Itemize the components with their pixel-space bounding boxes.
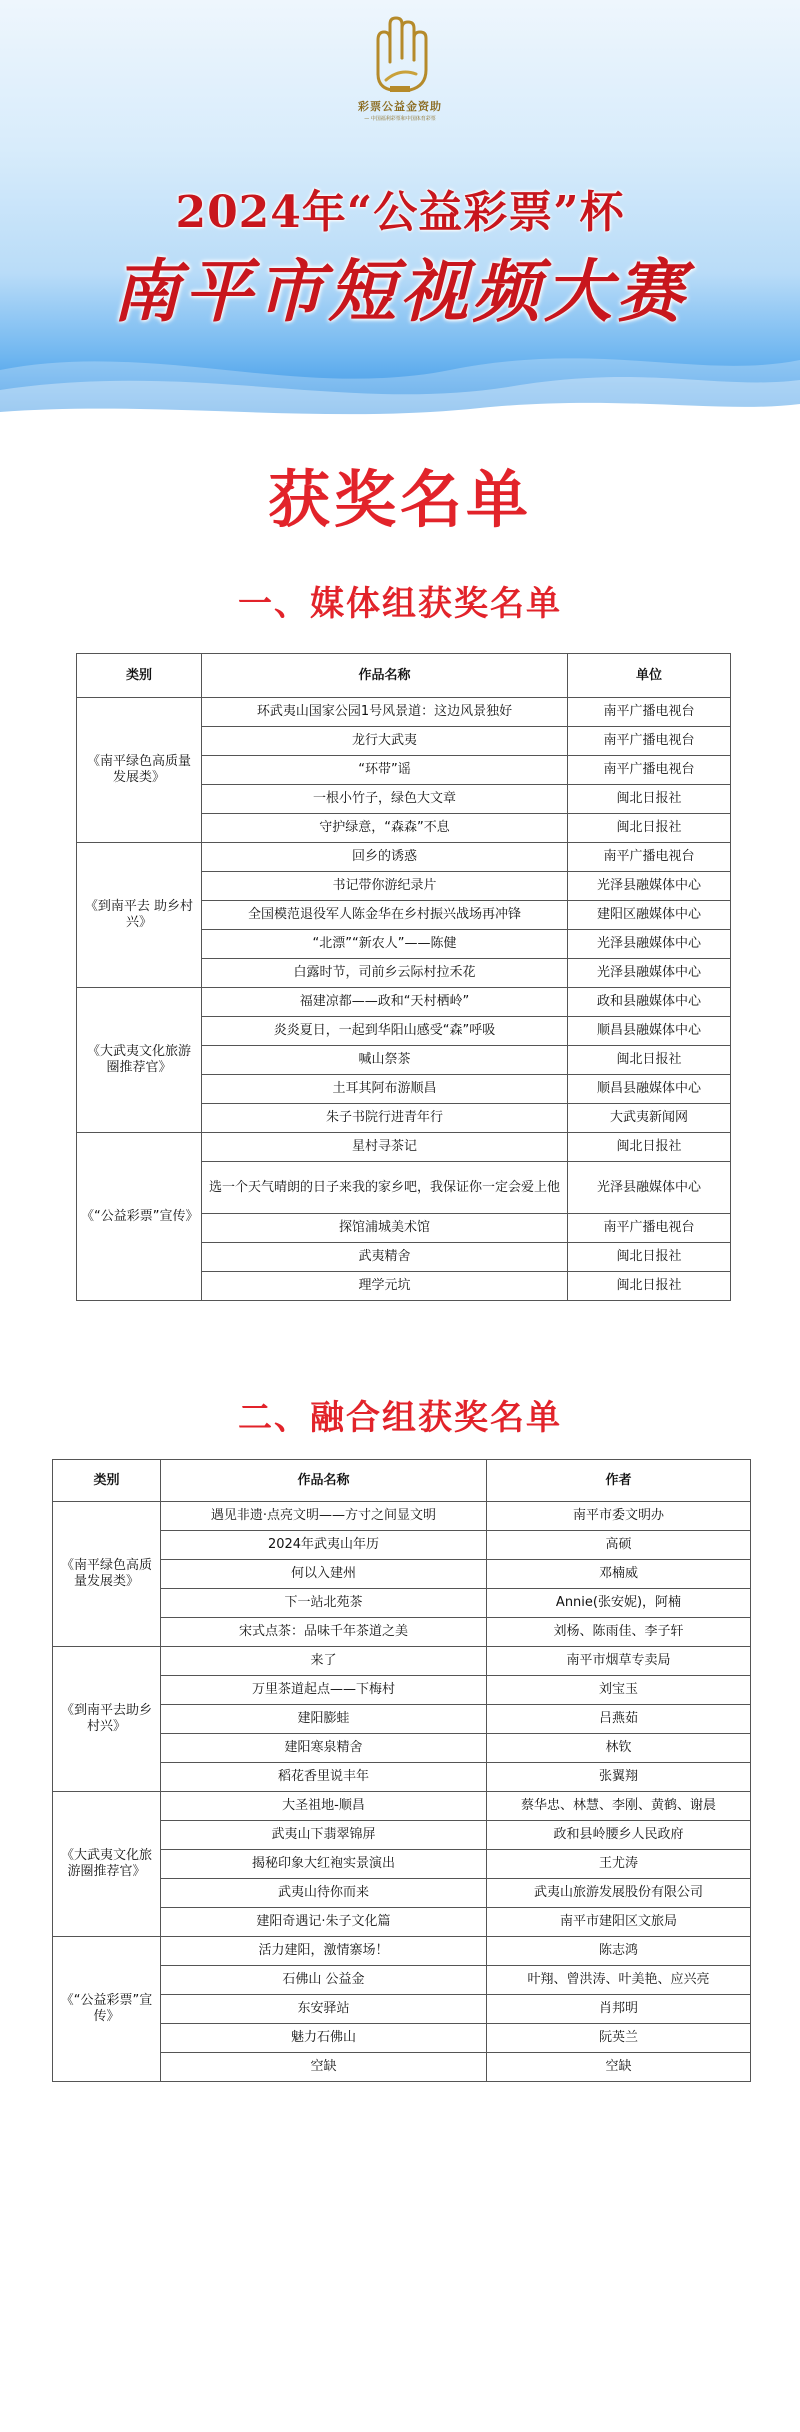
author-cell: 蔡华忠、林慧、李刚、黄鹤、谢晨 xyxy=(487,1792,751,1821)
unit-cell: 南平广播电视台 xyxy=(568,727,731,756)
work-title-cell: “环带”谣 xyxy=(202,756,568,785)
table-row xyxy=(53,1647,751,1676)
unit-cell: 光泽县融媒体中心 xyxy=(568,872,731,901)
work-title-cell: 全国模范退役军人陈金华在乡村振兴战场再冲锋 xyxy=(202,901,568,930)
work-title-cell: 活力建阳，激情寨场！ xyxy=(161,1937,487,1966)
work-title-cell: 理学元坑 xyxy=(202,1272,568,1301)
author-cell: 高硕 xyxy=(487,1531,751,1560)
work-title-cell: “北漂”“新农人”——陈健 xyxy=(202,930,568,959)
winners-heading: 获奖名单 xyxy=(267,463,532,536)
unit-cell: 光泽县融媒体中心 xyxy=(568,1162,731,1214)
work-title-cell: 空缺 xyxy=(161,2053,487,2082)
table-row xyxy=(53,1792,751,1821)
author-cell: 吕燕茹 xyxy=(487,1705,751,1734)
column-header-author: 作者 xyxy=(487,1460,751,1502)
author-cell: 肖邦明 xyxy=(487,1995,751,2024)
unit-cell: 南平广播电视台 xyxy=(568,843,731,872)
author-cell: 南平市烟草专卖局 xyxy=(487,1647,751,1676)
wave-decoration-icon xyxy=(0,330,800,420)
category-cell: 《“公益彩票”宣传》 xyxy=(77,1133,202,1301)
unit-cell: 南平广播电视台 xyxy=(568,756,731,785)
work-title-cell: 探馆浦城美术馆 xyxy=(202,1214,568,1243)
unit-cell: 闽北日报社 xyxy=(568,1243,731,1272)
banner-title-line2: 南平市短视频大赛 xyxy=(111,252,688,332)
unit-cell: 顺昌县融媒体中心 xyxy=(568,1017,731,1046)
header-banner xyxy=(0,0,800,420)
author-cell: 南平市委文明办 xyxy=(487,1502,751,1531)
work-title-cell: 炎炎夏日，一起到华阳山感受“森”呼吸 xyxy=(202,1017,568,1046)
author-cell: 武夷山旅游发展股份有限公司 xyxy=(487,1879,751,1908)
work-title-cell: 一根小竹子，绿色大文章 xyxy=(202,785,568,814)
logo-subtext: — 中国福利彩票和中国体育彩票 xyxy=(364,116,436,122)
author-cell: 叶翔、曾洪涛、叶美艳、应兴亮 xyxy=(487,1966,751,1995)
work-title-cell: 建阳寒泉精舍 xyxy=(161,1734,487,1763)
table-header-row xyxy=(77,654,731,698)
lottery-hand-logo-icon xyxy=(364,14,436,96)
author-cell: 阮英兰 xyxy=(487,2024,751,2053)
work-title-cell: 石佛山 公益金 xyxy=(161,1966,487,1995)
category-cell: 《到南平去助乡村兴》 xyxy=(53,1647,161,1792)
media-awards-table xyxy=(76,653,731,1301)
unit-cell: 闽北日报社 xyxy=(568,814,731,843)
category-cell: 《到南平去 助乡村兴》 xyxy=(77,843,202,988)
unit-cell: 大武夷新闻网 xyxy=(568,1104,731,1133)
column-header-work-title: 作品名称 xyxy=(161,1460,487,1502)
work-title-cell: 白露时节，司前乡云际村拉禾花 xyxy=(202,959,568,988)
author-cell: 邓楠威 xyxy=(487,1560,751,1589)
work-title-cell: 喊山祭茶 xyxy=(202,1046,568,1075)
table-row xyxy=(77,988,731,1017)
table-row xyxy=(53,1502,751,1531)
column-header-unit: 单位 xyxy=(568,654,731,698)
category-cell: 《大武夷文化旅游圈推荐官》 xyxy=(77,988,202,1133)
unit-cell: 光泽县融媒体中心 xyxy=(568,959,731,988)
author-cell: 刘宝玉 xyxy=(487,1676,751,1705)
table-row xyxy=(77,1133,731,1162)
column-header-category: 类别 xyxy=(77,654,202,698)
author-cell: Annie(张安妮)，阿楠 xyxy=(487,1589,751,1618)
work-title-cell: 宋式点茶：品味千年茶道之美 xyxy=(161,1618,487,1647)
work-title-cell: 土耳其阿布游顺昌 xyxy=(202,1075,568,1104)
author-cell: 张翼翔 xyxy=(487,1763,751,1792)
author-cell: 王尤涛 xyxy=(487,1850,751,1879)
unit-cell: 政和县融媒体中心 xyxy=(568,988,731,1017)
unit-cell: 建阳区融媒体中心 xyxy=(568,901,731,930)
work-title-cell: 何以入建州 xyxy=(161,1560,487,1589)
media-section-title: 一、媒体组获奖名单 xyxy=(238,584,562,624)
work-title-cell: 龙行大武夷 xyxy=(202,727,568,756)
work-title-cell: 守护绿意，“森森”不息 xyxy=(202,814,568,843)
unit-cell: 闽北日报社 xyxy=(568,785,731,814)
category-cell: 《南平绿色高质量发展类》 xyxy=(53,1502,161,1647)
lottery-logo xyxy=(350,14,450,132)
work-title-cell: 来了 xyxy=(161,1647,487,1676)
category-cell: 《南平绿色高质量发展类》 xyxy=(77,698,202,843)
logo-text: 彩票公益金资助 xyxy=(358,100,442,113)
work-title-cell: 书记带你游纪录片 xyxy=(202,872,568,901)
table-row xyxy=(77,698,731,727)
fusion-table-body xyxy=(53,1502,751,2082)
work-title-cell: 魅力石佛山 xyxy=(161,2024,487,2053)
work-title-cell: 建阳膨蛙 xyxy=(161,1705,487,1734)
work-title-cell: 选一个天气晴朗的日子来我的家乡吧，我保证你一定会爱上他 xyxy=(202,1162,568,1214)
work-title-cell: 揭秘印象大红袍实景演出 xyxy=(161,1850,487,1879)
column-header-category: 类别 xyxy=(53,1460,161,1502)
unit-cell: 光泽县融媒体中心 xyxy=(568,930,731,959)
unit-cell: 顺昌县融媒体中心 xyxy=(568,1075,731,1104)
work-title-cell: 星村寻茶记 xyxy=(202,1133,568,1162)
unit-cell: 南平广播电视台 xyxy=(568,698,731,727)
table-row xyxy=(77,843,731,872)
fusion-awards-table xyxy=(52,1459,751,2082)
work-title-cell: 武夷精舍 xyxy=(202,1243,568,1272)
work-title-cell: 稻花香里说丰年 xyxy=(161,1763,487,1792)
work-title-cell: 遇见非遗·点亮文明——方寸之间显文明 xyxy=(161,1502,487,1531)
author-cell: 陈志鸿 xyxy=(487,1937,751,1966)
work-title-cell: 东安驿站 xyxy=(161,1995,487,2024)
column-header-work-title: 作品名称 xyxy=(202,654,568,698)
banner-title-line1: 2024年“公益彩票”杯 xyxy=(175,187,625,238)
media-table-body xyxy=(77,698,731,1301)
unit-cell: 南平广播电视台 xyxy=(568,1214,731,1243)
author-cell: 政和县岭腰乡人民政府 xyxy=(487,1821,751,1850)
author-cell: 林钦 xyxy=(487,1734,751,1763)
fusion-section-title: 二、融合组获奖名单 xyxy=(238,1398,562,1438)
unit-cell: 闽北日报社 xyxy=(568,1046,731,1075)
work-title-cell: 大圣祖地-顺昌 xyxy=(161,1792,487,1821)
work-title-cell: 武夷山下翡翠锦屏 xyxy=(161,1821,487,1850)
unit-cell: 闽北日报社 xyxy=(568,1133,731,1162)
work-title-cell: 朱子书院行进青年行 xyxy=(202,1104,568,1133)
work-title-cell: 福建凉都——政和“天村栖岭” xyxy=(202,988,568,1017)
table-row xyxy=(53,1937,751,1966)
author-cell: 南平市建阳区文旅局 xyxy=(487,1908,751,1937)
work-title-cell: 2024年武夷山年历 xyxy=(161,1531,487,1560)
author-cell: 空缺 xyxy=(487,2053,751,2082)
work-title-cell: 万里茶道起点——下梅村 xyxy=(161,1676,487,1705)
category-cell: 《大武夷文化旅游圈推荐官》 xyxy=(53,1792,161,1937)
category-cell: 《“公益彩票”宣传》 xyxy=(53,1937,161,2082)
work-title-cell: 环武夷山国家公园1号风景道：这边风景独好 xyxy=(202,698,568,727)
author-cell: 刘杨、陈雨佳、李子轩 xyxy=(487,1618,751,1647)
table-header-row xyxy=(53,1460,751,1502)
work-title-cell: 武夷山待你而来 xyxy=(161,1879,487,1908)
unit-cell: 闽北日报社 xyxy=(568,1272,731,1301)
work-title-cell: 建阳奇遇记·朱子文化篇 xyxy=(161,1908,487,1937)
work-title-cell: 下一站北苑茶 xyxy=(161,1589,487,1618)
work-title-cell: 回乡的诱惑 xyxy=(202,843,568,872)
